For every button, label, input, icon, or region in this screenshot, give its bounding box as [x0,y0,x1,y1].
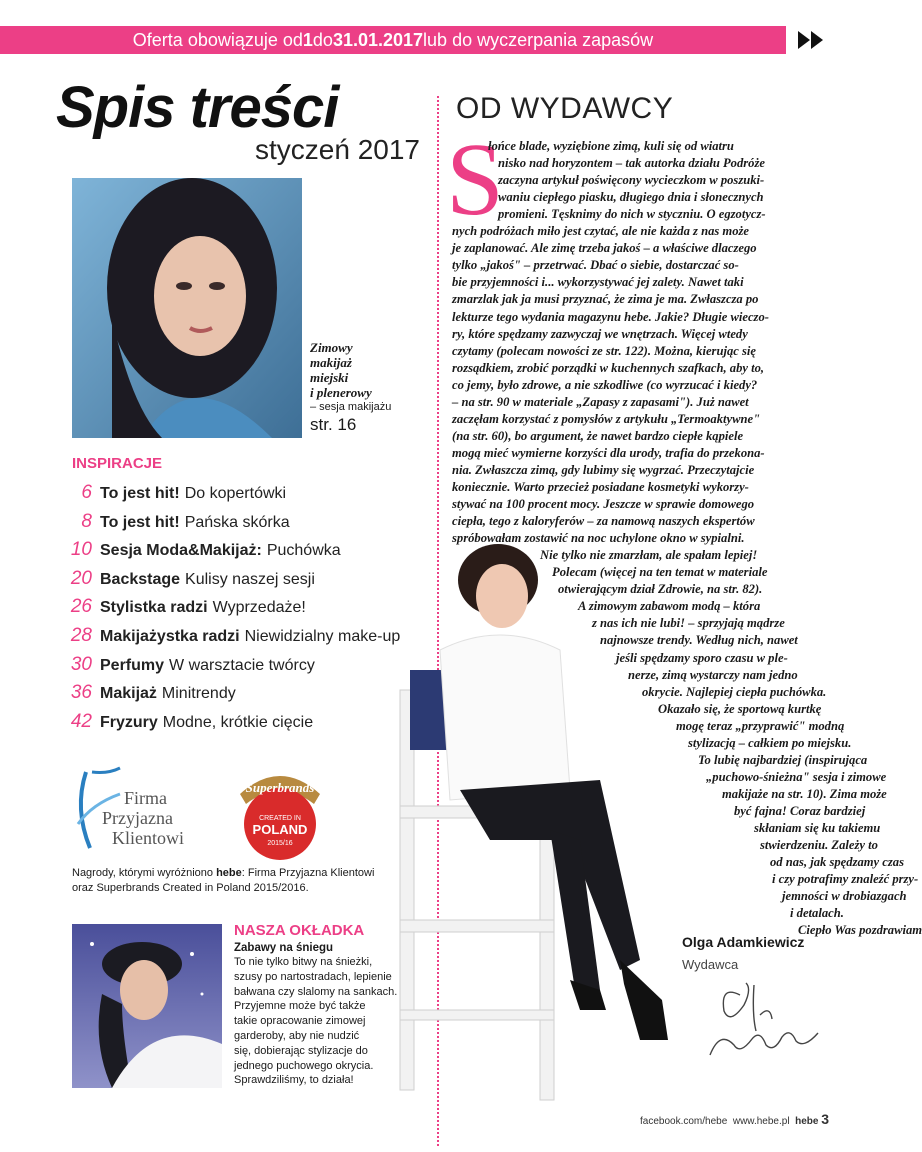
editorial-line: z nas ich nie lubi! – sprzyjają mądrze [592,616,785,631]
toc-item[interactable] [60,482,440,511]
banner-date-to: 31.01.2017 [332,29,424,50]
toc-item-title: Pańska skórka [184,513,290,531]
toc-item[interactable] [60,539,440,568]
caption-line-1: Zimowy [310,340,353,355]
publisher-name: Olga Adamkiewicz [682,934,805,950]
toc-page-number: 42 [70,710,92,732]
editorial-line: To lubię najbardziej (inspirująca [698,752,868,767]
toc-page-number: 26 [70,596,92,618]
editorial-line: stylizacją – całkiem po miejsku. [688,735,852,750]
caption-line-4: i plenerowy [310,385,372,400]
editorial-line: co jemy, było zdrowe, a nie szkodliwe (co wyrzucać i kiedy? [452,377,758,392]
handwritten-signature [700,975,830,1070]
footer-brand: hebe [795,1116,819,1127]
editorial-line: jemności w drobiazgach [782,889,907,904]
editorial-line: koniecznie. Warto przecież posiadane kosmetyki wykorzy- [452,480,749,494]
awards-text-3: oraz Superbrands Created in Poland 2015/2016. [72,882,309,894]
editorial-line: ciepła, tego z kaloryferów – za namową naszych ekspertów [452,514,755,529]
editorial-line: być fajna! Coraz bardziej [734,803,866,818]
toc-item-title: Modne, krótkie cięcie [162,713,314,731]
cover-subhead: Zabawy na śniegu [234,942,334,954]
footer-facebook[interactable]: facebook.com/hebe [640,1116,728,1127]
toc-item-title: Minitrendy [161,685,236,703]
banner-text-1: Oferta obowiązuje od [132,29,303,50]
section-inspiracje: INSPIRACJE [72,455,163,472]
editorial-line: Polecam (więcej na ten temat w materiale [552,565,768,580]
section-nasza-okladka: NASZA OKŁADKA [234,922,365,939]
toc-item-title: W warsztacie twórcy [169,656,315,674]
cover-line: bałwana czy slalomy na sankach. [234,985,398,998]
caption-line-2: makijaż [310,355,352,370]
editorial-line: zaczęłam korzystać z pomysłów z artykułu „Termoaktywne" [452,411,761,426]
page-footer [640,1111,829,1127]
editorial-line: nych podróżach miło jest czytać, ale nie każda z nas może [452,224,749,239]
editorial-line: od nas, jak spędzamy czas [770,855,904,870]
logo2-year: 2015/16 [267,840,293,847]
cover-line: Przyjemne może być także [234,1000,366,1013]
toc-section: Perfumy [100,656,165,674]
toc-item-title: Wyprzedaże! [212,599,306,617]
cover-photo[interactable] [72,924,222,1088]
editorial-line: i czy potrafimy znaleźć przy- [772,872,919,887]
toc-page-number: 10 [70,539,92,561]
cover-line: Sprawdziliśmy, to działa! [234,1074,354,1087]
editorial-line: nisko nad horyzontem – tak autorka działu Podróże [498,156,765,171]
cover-line: szusy po nartostradach, lepienie [234,970,392,983]
editorial-dropcap: S [446,122,504,237]
cover-line: garderoby, aby nie nudzić [234,1029,360,1042]
editorial-line: rozsądkiem, zrobić porządki w kuchennych szafkach, aby to, [452,360,765,375]
banner-text-2: do [312,29,333,50]
toc-section: Fryzury [100,713,158,731]
editorial-line: i detalach. [790,906,844,921]
editorial-line: nerze, zimą wystarczy nam jedno [628,667,798,682]
toc-page-number: 6 [81,482,92,503]
toc-section: Makijaż [100,685,157,703]
editorial-line: otwierającym dział Zdrowie, na str. 82). [558,582,763,597]
toc-item[interactable] [60,711,440,740]
cover-line: To nie tylko bitwy na śnieżki, [234,956,373,968]
editorial-line: jeśli spędzamy sporo czasu w ple- [616,650,788,665]
cover-line: jednego puchowego okrycia. [234,1059,374,1072]
editorial-line: (na str. 60), bo argument, że nawet bardzo ciepłe kąpiele [452,428,744,443]
cover-story-caption[interactable] [310,340,430,432]
editorial-line: ry, które spędzamy zazwyczaj we wnętrzach. Więcej wtedy [452,326,748,341]
toc-item-title: Do kopertówki [184,485,287,502]
editorial-line: Ciepło Was pozdrawiam [798,923,922,938]
banner-day-from: 1 [302,29,313,50]
logo1-line1: Firma [124,788,167,808]
editorial-line: spróbowałam zostawić na noc uchylone okno w sypialni. [452,531,745,546]
toc-item[interactable] [60,682,440,711]
toc-page-number: 8 [81,510,92,532]
toc-item[interactable] [60,511,440,540]
toc-section: Makijażystka radzi [100,627,240,645]
toc-item[interactable] [60,596,440,625]
editorial-line: – na str. 90 w materiale „Zapasy z zapasami"). Już nawet [452,394,749,409]
editorial-line: promieni. Tęsknimy do nich w styczniu. O egzotycz- [498,207,766,222]
editorial-line: lekturze tego wydania magazynu hebe. Jakie? Długie wieczo- [452,309,769,324]
logo1-line3: Klientowi [112,828,184,848]
toc-page-number: 28 [70,624,92,646]
toc-item-title: Niewidzialny make-up [244,627,401,645]
editorial-line: waniu ciepłego piasku, długiego dnia i słonecznych [498,190,764,205]
editorial-line: makijaże na str. 10). Zima może [722,786,887,801]
awards-text-1: Nagrody, którymi wyróżniono [72,867,217,879]
publisher-role: Wydawca [682,957,739,972]
editorial-line: najnowsze trendy. Według nich, nawet [600,633,798,648]
editorial-line: zmarzlak jak ja musi przyznać, że zima je ma. Zwłaszcza po [452,292,759,307]
double-chevron-right-icon[interactable] [796,28,826,52]
editorial-line: Okazało się, że sportową kurtkę [658,701,822,716]
cover-line: takie opracowanie zimowej [234,1015,366,1028]
logo1-line2: Przyjazna [102,808,173,828]
caption-desc: – sesja makijażu [310,401,392,413]
cover-line: się, dobierając stylizacje do [234,1044,368,1057]
awards-caption [72,866,392,896]
editorial-line: Nie tylko nie zmarzłam, ale spałam lepiej! [540,548,758,563]
caption-line-3: miejski [310,370,349,385]
toc-item-title: Kulisy naszej sesji [185,570,315,588]
editorial-line: okrycie. Najlepiej ciepła puchówka. [642,684,827,699]
toc-section: To jest hit! [100,485,180,502]
toc-item[interactable] [60,568,440,597]
editorial-line: A zimowym zabawom modą – która [578,599,761,614]
toc-item-title: Puchówka [266,542,341,560]
editorial-line: łońce blade, wyziębione zimą, kuli się od wiatru [488,139,734,153]
makeup-session-photo[interactable] [72,178,302,438]
toc-item[interactable] [60,625,440,654]
editorial-line: stywać na 100 procent mocy. Jeszcze w sprawie domowego [452,497,755,512]
editorial-line: tylko „jakoś" – przetrwać. Dbać o siebie, dostarczać so- [452,258,739,273]
toc-title: Spis treści [56,75,339,140]
editorial-heading: OD WYDAWCY [456,92,674,125]
toc-section: Stylistka radzi [100,599,208,617]
editorial-line: zaczyna artykuł poświęcony wycieczkom w poszuki- [498,173,765,188]
editorial-line: mogę teraz „przyprawić" modną [676,718,845,733]
logo2-top: Superbrands [245,780,315,795]
toc-item[interactable] [60,654,440,683]
firma-przyjazna-klientowi-logo [72,764,222,854]
editorial-line: je zaplanować. Ale zimę trzeba jakoś – a właściwe dlaczego [452,241,757,256]
editorial-line: skłaniam się ku takiemu [754,821,881,835]
toc-section: Backstage [100,570,181,588]
awards-brand: hebe [216,867,242,879]
caption-page: str. 16 [310,415,357,434]
editorial-line: bie przyjemności i... wykorzystywać jej zalety. Nawet taki [452,275,744,290]
editorial-line: mogą mieć wymierne korzyści dla urody, trafia do przekona- [452,445,765,460]
toc-page-number: 30 [70,653,92,675]
editorial-line: stwierdzeniu. Zależy to [760,838,878,853]
toc-page-number: 20 [70,567,92,589]
toc-issue-date: styczeń 2017 [255,134,420,165]
superbrands-badge [232,764,328,862]
toc-page-number: 36 [70,682,92,704]
editorial-line: nia. Zwłaszcza zimą, gdy lubimy się wygrzać. Przeczytajcie [452,462,755,477]
footer-website[interactable]: www.hebe.pl [732,1116,790,1127]
offer-banner [0,26,786,54]
banner-text-3: lub do wyczerpania zapasów [423,29,654,50]
awards-text-2: : Firma Przyjazna Klientowi [241,867,375,879]
page-number: 3 [821,1111,830,1127]
logo2-country: POLAND [252,822,308,837]
toc-section: Sesja Moda&Makijaż: [100,542,262,560]
logo2-mid: CREATED IN [259,815,301,822]
editorial-line: „puchowo-śnieżna" sesja i zimowe [706,769,887,784]
toc-list [60,482,440,739]
editorial-line: czytamy (polecam nowości ze str. 122). Można, kierując się [452,343,756,358]
toc-section: To jest hit! [100,513,180,531]
